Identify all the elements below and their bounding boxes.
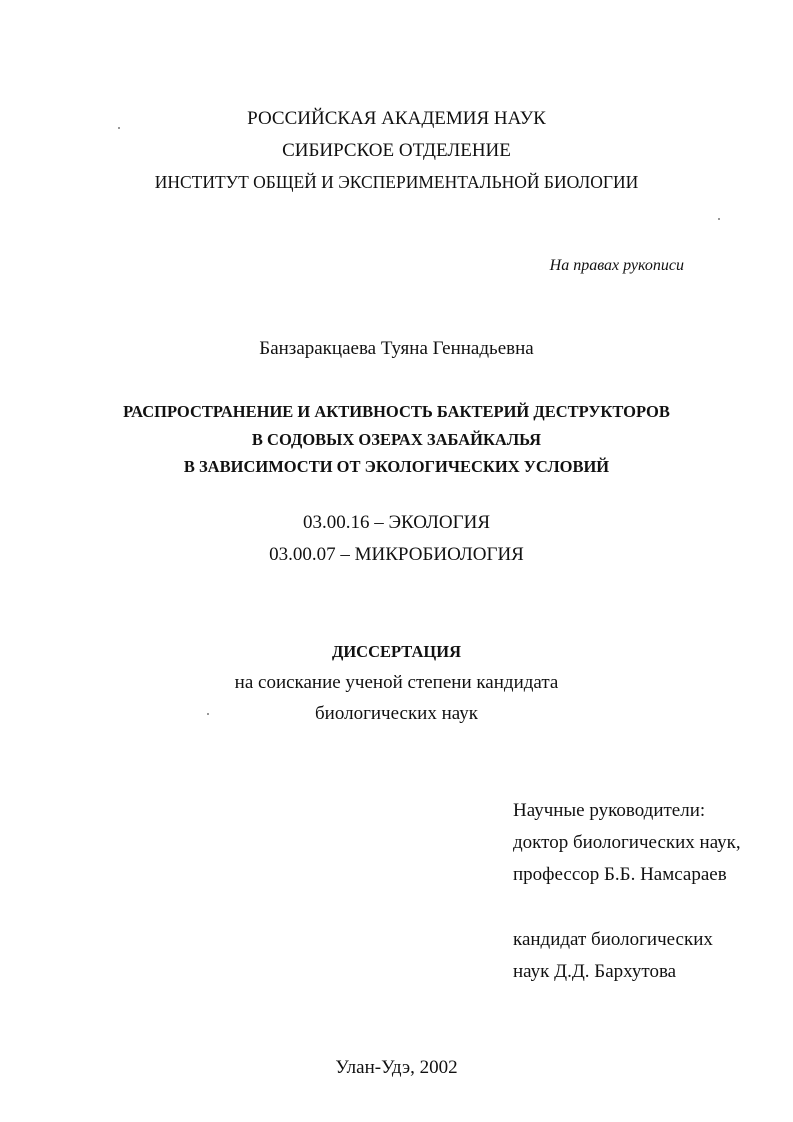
scan-speck bbox=[718, 218, 720, 220]
supervisor-1-name: профессор Б.Б. Намсараев bbox=[513, 864, 727, 885]
degree-line-1: на соискание ученой степени кандидата bbox=[234, 672, 559, 693]
title-line-3: В ЗАВИСИМОСТИ ОТ ЭКОЛОГИЧЕСКИХ УСЛОВИЙ bbox=[183, 457, 610, 476]
author-name: Банзаракцаева Туяна Геннадьевна bbox=[259, 338, 534, 359]
supervisor-1-degree: доктор биологических наук, bbox=[513, 832, 741, 853]
degree-line-2: биологических наук bbox=[315, 703, 478, 724]
institute-name: ИНСТИТУТ ОБЩЕЙ И ЭКСПЕРИМЕНТАЛЬНОЙ БИОЛОГИИ bbox=[154, 172, 639, 192]
scan-speck bbox=[118, 127, 120, 129]
place-and-year: Улан-Удэ, 2002 bbox=[335, 1057, 458, 1078]
specialty-microbiology: 03.00.07 – МИКРОБИОЛОГИЯ bbox=[269, 544, 524, 565]
supervisors-heading: Научные руководители: bbox=[513, 800, 706, 821]
title-line-2: В СОДОВЫХ ОЗЕРАХ ЗАБАЙКАЛЬЯ bbox=[251, 430, 542, 449]
supervisor-2-degree: кандидат биологических bbox=[513, 929, 713, 950]
branch-name: СИБИРСКОЕ ОТДЕЛЕНИЕ bbox=[282, 140, 511, 161]
specialty-ecology: 03.00.16 – ЭКОЛОГИЯ bbox=[302, 512, 490, 533]
supervisor-2-name: наук Д.Д. Бархутова bbox=[513, 961, 677, 982]
title-line-1: РАСПРОСТРАНЕНИЕ И АКТИВНОСТЬ БАКТЕРИЙ ДЕСТРУКТОРОВ bbox=[123, 402, 670, 421]
dissertation-label: ДИССЕРТАЦИЯ bbox=[332, 642, 461, 661]
academy-name: РОССИЙСКАЯ АКАДЕМИЯ НАУК bbox=[247, 108, 546, 129]
scan-speck bbox=[207, 713, 209, 715]
manuscript-note: На правах рукописи bbox=[549, 257, 684, 274]
